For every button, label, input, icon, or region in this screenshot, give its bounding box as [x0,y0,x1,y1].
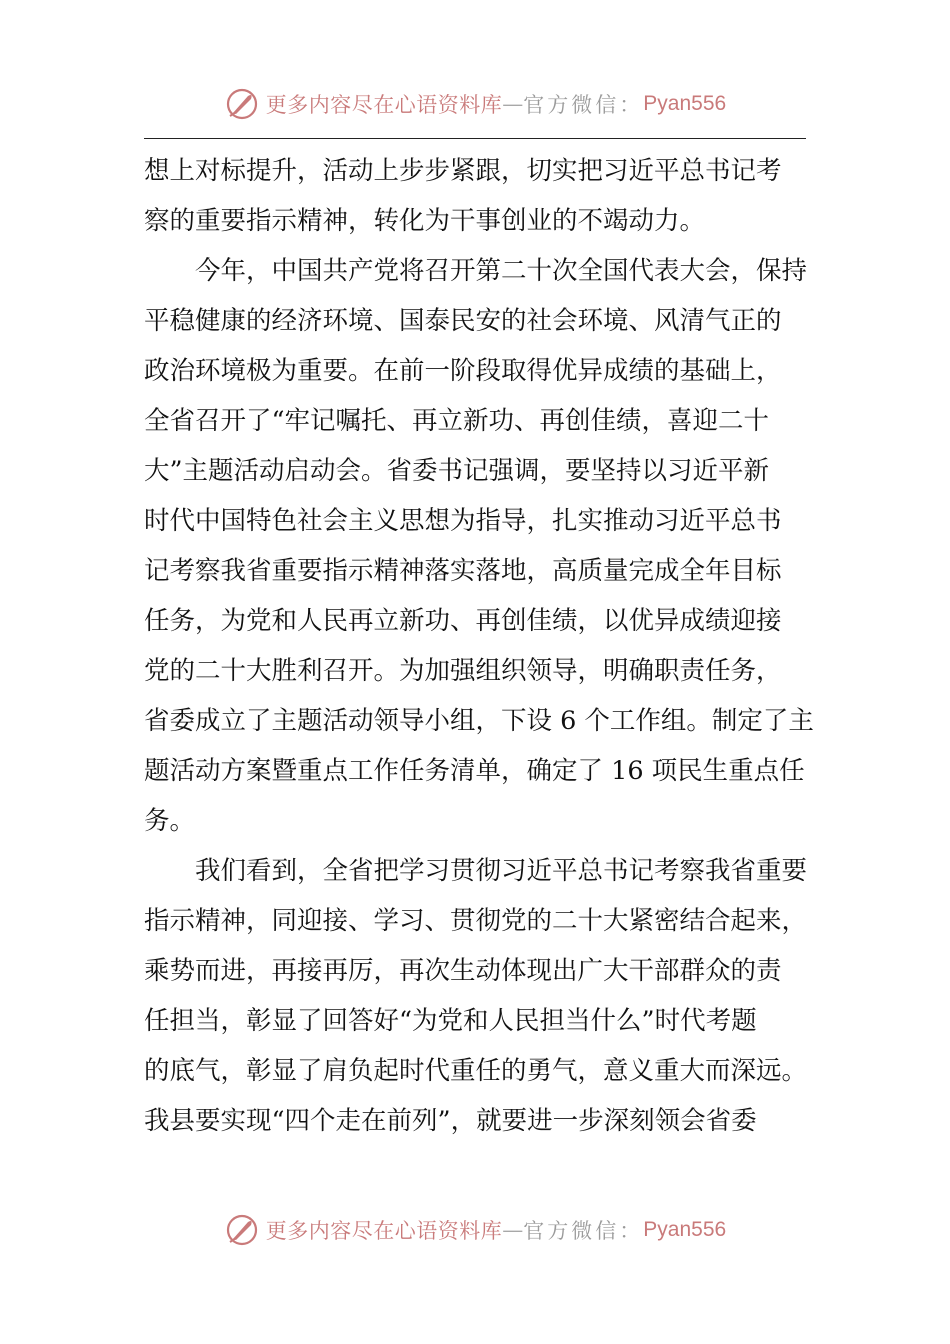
text-line: 想上对标提升，活动上步步紧跟，切实把习近平总书记考 [144,156,782,186]
text-line: 记考察我省重要指示精神落实落地，高质量完成全年目标 [144,556,782,586]
text-line: 今年，中国共产党将召开第二十次全国代表大会，保持 [144,256,808,286]
text-line: 任担当，彰显了回答好“为党和人民担当什么”时代考题 [144,1006,757,1036]
text-line: 我们看到，全省把学习贯彻习近平总书记考察我省重要 [144,856,808,886]
body-text [144,146,814,1146]
watermark-id: Pyan556 [643,1218,727,1241]
text-line: 乘势而进，再接再厉，再次生动体现出广大干部群众的责 [144,956,782,986]
watermark-label: 官方微信： [523,93,644,117]
text-line: 任务，为党和人民再立新功、再创佳绩，以优异成绩迎接 [144,606,782,636]
text-line: 的底气，彰显了肩负起时代重任的勇气，意义重大而深远。 [144,1056,808,1086]
text-line: 务。 [144,806,196,836]
header-rule [144,138,806,139]
watermark-brand: 更多内容尽在心语资料库 [265,93,503,117]
text-line: 全省召开了“牢记嘱托、再立新功、再创佳绩，喜迎二十 [144,406,770,436]
text-line: 平稳健康的经济环境、国泰民安的社会环境、风清气正的 [144,306,782,336]
footer-watermark [0,1208,950,1252]
quill-logo-icon [224,86,260,122]
header-watermark [0,82,950,126]
text-line: 指示精神，同迎接、学习、贯彻党的二十大紧密结合起来， [144,906,808,936]
watermark-label: 官方微信： [523,1219,644,1243]
watermark-dash: — [502,1218,524,1242]
watermark-dash: — [502,92,524,116]
text-line: 党的二十大胜利召开。为加强组织领导，明确职责任务， [144,656,782,686]
watermark-id: Pyan556 [643,92,727,115]
text-line: 省委成立了主题活动领导小组，下设 6 个工作组。制定了主 [144,706,814,736]
text-line: 时代中国特色社会主义思想为指导，扎实推动习近平总书 [144,506,782,536]
watermark-brand: 更多内容尽在心语资料库 [265,1219,503,1243]
text-line: 政治环境极为重要。在前一阶段取得优异成绩的基础上， [144,356,782,386]
quill-logo-icon [224,1212,260,1248]
text-line: 大”主题活动启动会。省委书记强调，要坚持以习近平新 [144,456,770,486]
text-line: 察的重要指示精神，转化为干事创业的不竭动力。 [144,206,706,236]
text-line: 题活动方案暨重点工作任务清单，确定了 16 项民生重点任 [144,756,805,786]
text-line: 我县要实现“四个走在前列”，就要进一步深刻领会省委 [144,1106,757,1136]
